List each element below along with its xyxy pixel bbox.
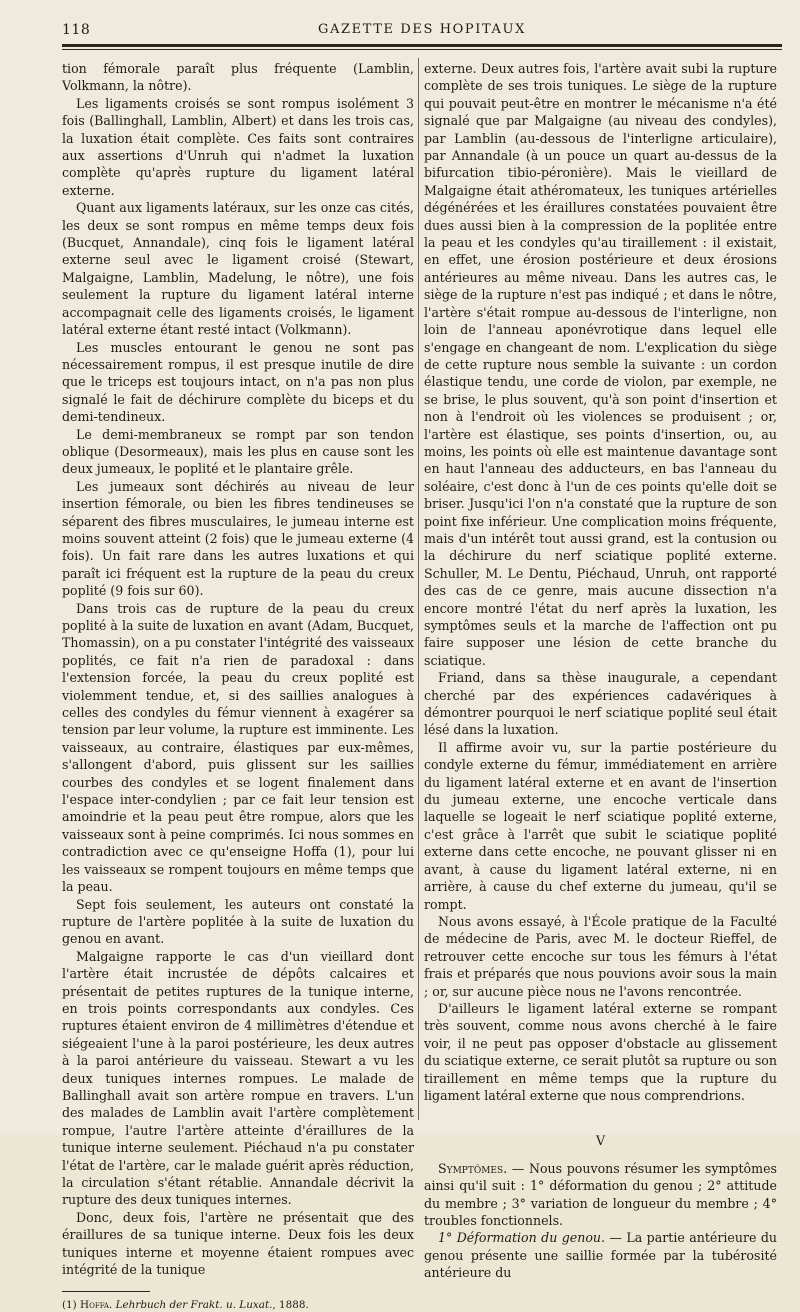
section-heading: V xyxy=(595,1133,606,1149)
paragraph: Nous avons essayé, à l'École pratique de la Faculté de médecine de Paris, avec M. le docteur Rieffel, de retrouver cette encoche sur tous les fémurs à l'état frais et préparés que nous pouvions avoir sous la main ; or, sur aucune pièce nous ne l'avons rencontrée. xyxy=(424,913,777,999)
deformation-heading: 1° Déformation du genou. xyxy=(438,1230,606,1246)
paragraph: D'ailleurs le ligament latéral externe se rompant très souvent, comme nous avons cherché à le faire voir, il ne peut pas opposer d'obstacle au glissement du sciatique externe, ce serait plutôt sa rupture ou son tiraillement en même temps que la rupture du ligament latéral externe que nous comprendrions. xyxy=(424,1000,777,1103)
paragraph: Les jumeaux sont déchirés au niveau de leur insertion fémorale, ou bien les fibres tendineuses se séparent des fibres musculaires, le jumeau interne est moins souvent atteint (2 fois) que le jumeau externe (4 fois). Un fait rare dans les autres luxations et qui paraît ici fréquent est la rupture de la peau du creux poplité (9 fois sur 60). xyxy=(62,478,414,599)
footnote: (1) Hoffa. Lehrbuch der Frakt. u. Luxat., 1888. xyxy=(62,1299,309,1312)
paragraph: tion fémorale paraît plus fréquente (Lamblin, Volkmann, la nôtre). xyxy=(62,61,414,94)
paragraph: Les muscles entourant le genou ne sont pas nécessairement rompus, il est presque inutile de dire que le triceps est toujours intact, on n'a pas non plus signalé le fait de déchirure complète du biceps et du demi-tendineux. xyxy=(62,339,414,425)
header-rule-thick xyxy=(62,44,782,47)
paragraph: Quant aux ligaments latéraux, sur les onze cas cités, les deux se sont rompus en même temps deux fois (Bucquet, Annandale), cinq fois le ligament latéral externe seul avec le ligament croisé (Stewart, Malgaigne, Lamblin, Madelung, le nôtre), une fois seulement la rupture du ligament latéral interne accompagnait celle des ligaments croisés, le ligament latéral externe étant resté intact (Volkmann). xyxy=(62,200,414,338)
footnote-rule xyxy=(62,1291,150,1292)
paragraph: Le demi-membraneux se rompt par son tendon oblique (Desormeaux), mais les plus en cause sont les deux jumeaux, le poplité et le plantaire grêle. xyxy=(62,426,414,477)
page-header xyxy=(62,22,782,42)
deformation-text: — La partie antérieure du genou présente une saillie formée par la tubérosité antérieure du xyxy=(424,1230,777,1281)
symptoms-heading: Symptômes. xyxy=(438,1160,508,1176)
page-number: 118 xyxy=(62,22,91,38)
right-column xyxy=(424,60,777,1281)
paragraph: Sept fois seulement, les auteurs ont constaté la rupture de l'artère poplitée à la suite de luxation du genou en avant. xyxy=(62,896,414,947)
footnote-author: Hoffa xyxy=(80,1299,109,1312)
paragraph xyxy=(424,1160,777,1230)
paragraph xyxy=(424,1229,777,1281)
paragraph: Donc, deux fois, l'artère ne présentait que des éraillures de sa tunique interne. Deux fois les deux tuniques interne et moyenne étaient rompues avec intégrité de la tunique xyxy=(62,1209,414,1278)
paragraph: Friand, dans sa thèse inaugurale, a cependant cherché par des expériences cadavériques à démontrer pourquoi le nerf sciatique poplité seul était lésé dans la luxation. xyxy=(424,670,777,738)
footnote-marker: (1) xyxy=(62,1299,81,1312)
paragraph: Dans trois cas de rupture de la peau du creux poplité à la suite de luxation en avant (Adam, Bucquet, Thomassin), on a pu constater l'intégrité des vaisseaux poplités, ce fait n'a rien de paradoxal : dans l'extension forcée, la peau du creux poplité est violemment tendue, et, si des saillies analogues à celles des condyles du fémur viennent à exagérer sa tension par leur volume, la rupture est imminente. Les vaisseaux, au contraire, élastiques par eux-mêmes, s'allongent d'abord, puis glissent sur les saillies courbes des condyles et se logent finalement dans l'espace inter-condylien ; par ce fait leur tension est amoindrie et la peau peut être rompue, alors que les vaisseaux sont à peine comprimés. Ici nous sommes en contradiction avec ce qu'enseigne Hoffa (1), pour lui les vaisseaux se rompent toujours en même temps que la peau. xyxy=(62,600,414,895)
paragraph: externe. Deux autres fois, l'artère avait subi la rupture complète de ses trois tuniques. Le siège de la rupture qui pouvait peut-être en montrer le mécanisme n'a été signalé que par Malgaigne (au niveau des condyles), par Lamblin (au-dessous de l'interligne articulaire), par Annandale (à un pouce un quart au-dessus de la bifurcation tibio-péronière). Mais le vieillard de Malgaigne était athéromateux, les tuniques artérielles dégénérées et les éraillures constatées pouvaient être dues aussi bien à la compression de la poplitée entre la peau et les condyles qu'au tiraillement : il existait, en effet, une érosion postérieure et deux érosions antérieures au même niveau. Dans les autres cas, le siège de la rupture n'est pas indiqué ; et dans le nôtre, l'artère s'était rompue au-dessous de l'interligne, non loin de l'anneau aponévrotique dans lequel elle s'engage en changeant de nom. L'explication du siège de cette rupture nous semble la suivante : un cordon élastique tendu, une corde de violon, par exemple, ne se brise, le plus souvent, qu'à son point d'insertion et non à l'endroit où les violences se produisent ; or, l'artère est élastique, ses points d'insertion, ou, au moins, les points où elle est maintenue davantage sont en haut l'anneau des adducteurs, en bas l'anneau du soléaire, c'est donc à l'un de ces points qu'elle doit se briser. Jusqu'ici l'on n'a constaté que la rupture de son point fixe inférieur. Une complication moins fréquente, mais d'un intérêt tout aussi grand, est la contusion ou la déchirure du nerf sciatique poplité externe. Schuller, M. Le Dentu, Piéchaud, Unruh, ont rapporté des cas de ce genre, mais aucune dissection n'a encore montré l'état du nerf après la luxation, les symptômes seuls et la marche de l'affection ont pu faire supposer une lésion de cette branche du sciatique. xyxy=(424,61,777,668)
footnote-year: , 1888. xyxy=(272,1299,309,1312)
paragraph: Malgaigne rapporte le cas d'un vieillard dont l'artère était incrustée de dépôts calcaires et présentait de petites ruptures de la tunique interne, en trois points correspondants aux condyles. Ces ruptures étaient environ de 4 millimètres d'étendue et siégeaient l'une à la paroi postérieure, les deux autres à la paroi antérieure du vaisseau. Stewart a vu les deux tuniques internes rompues. Le malade de Ballinghall avait son artère rompue en travers. L'un des malades de Lamblin avait l'artère complètement rompue, l'autre l'artère atteinte d'éraillures de la tunique interne seulement. Piéchaud n'a pu constater l'état de l'artère, car le malade guérit après réduction, la circulation s'étant rétablie. Annandale décrivit la rupture des deux tuniques internes. xyxy=(62,948,414,1208)
header-rule-thin xyxy=(62,49,782,50)
running-title: GAZETTE DES HOPITAUX xyxy=(318,22,526,37)
paragraph: Il affirme avoir vu, sur la partie postérieure du condyle externe du fémur, immédiatement en arrière du ligament latéral externe et en avant de l'insertion du jumeau externe, une encoche verticale dans laquelle se logeait le nerf sciatique poplité externe, c'est grâce à l'arrêt que subit le sciatique poplité externe dans cette encoche, ne pouvant glisser ni en avant, à cause du ligament latéral externe, ni en arrière, à cause du chef externe du jumeau, qu'il se rompt. xyxy=(424,739,777,912)
symptoms-text: — Nous pouvons résumer les symptômes ainsi qu'il suit : 1° déformation du genou ; 2° attitude du membre ; 3° variation de longueur du membre ; 4° troubles fonctionnels. xyxy=(424,1160,777,1228)
paragraph: Les ligaments croisés se sont rompus isolément 3 fois (Ballinghall, Lamblin, Albert) et dans les trois cas, la luxation était complète. Ces faits sont contraires aux assertions d'Unruh qui n'admet la luxation complète qu'après rupture du ligament latéral externe. xyxy=(62,95,414,198)
column-divider xyxy=(418,58,419,1120)
left-column xyxy=(62,60,414,1312)
footnote-title: Lehrbuch der Frakt. u. Luxat. xyxy=(115,1299,273,1312)
